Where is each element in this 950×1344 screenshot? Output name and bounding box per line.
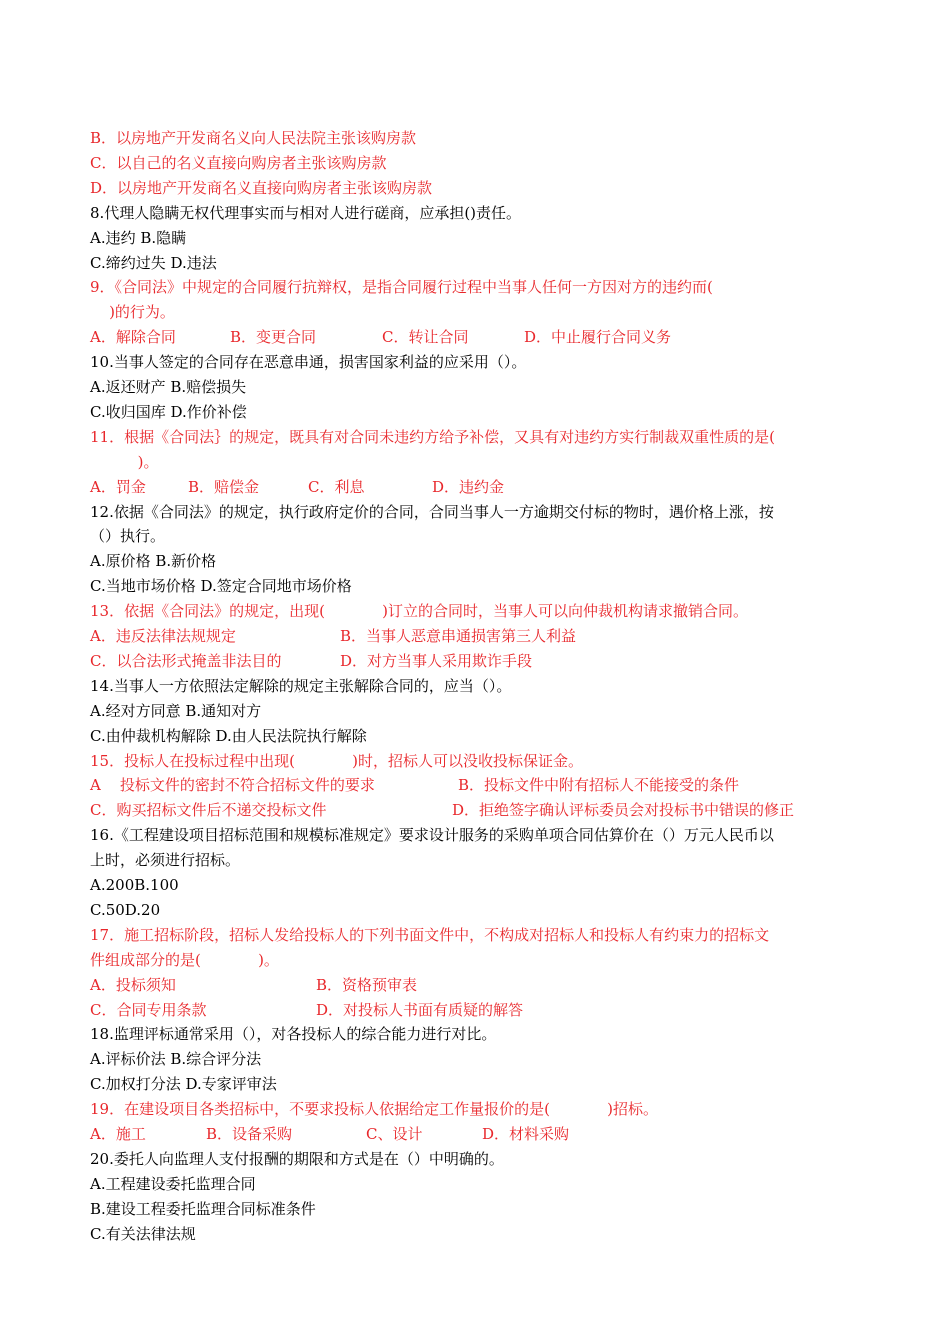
line-text: A.经对方同意 B.通知对方 bbox=[90, 701, 262, 720]
line-text: 17．施工招标阶段，招标人发给投标人的下列书面文件中，不构成对招标人和投标人有约束力的招标文 bbox=[90, 925, 770, 944]
text-line bbox=[90, 873, 870, 898]
text-line bbox=[90, 350, 870, 375]
option-text: C．利息 bbox=[308, 477, 365, 496]
option-text: C．合同专用条款 bbox=[90, 1000, 207, 1019]
line-text: C.由仲裁机构解除 D.由人民法院执行解除 bbox=[90, 726, 367, 745]
line-text: A.200B.100 bbox=[90, 876, 179, 894]
line-text: C.加权打分法 D.专家评审法 bbox=[90, 1075, 277, 1094]
text-line bbox=[90, 300, 870, 325]
text-line bbox=[90, 848, 870, 873]
line-text: 11．根据《合同法｝的规定，既具有对合同未违约方给予补偿，又具有对违约方实行制裁双重性质的是( bbox=[90, 427, 775, 446]
line-text: 13．依据《合同法》的规定，出现( )订立的合同时，当事人可以向仲裁机构请求撤销合同。 bbox=[90, 602, 749, 621]
text-line bbox=[90, 524, 870, 549]
option-text: B．赔偿金 bbox=[188, 477, 260, 496]
option-text: A．违反法律法规规定 bbox=[90, 627, 236, 645]
line-text: )的行为。 bbox=[90, 303, 175, 322]
option-text: B．当事人恶意串通损害第三人利益 bbox=[340, 627, 577, 645]
text-line bbox=[90, 475, 870, 500]
text-line bbox=[90, 450, 870, 475]
text-line bbox=[90, 400, 870, 425]
line-text: A.返还财产 B.赔偿损失 bbox=[90, 378, 247, 396]
text-line bbox=[90, 798, 870, 823]
text-line bbox=[90, 1122, 870, 1147]
text-line bbox=[90, 1097, 870, 1122]
line-text: 件组成部分的是( )。 bbox=[90, 950, 279, 969]
line-text: 16.《工程建设项目招标范围和规模标准规定》要求设计服务的采购单项合同估算价在（）万元人民币以 bbox=[90, 826, 774, 845]
text-line bbox=[90, 500, 870, 525]
line-text: （）执行。 bbox=[90, 527, 166, 546]
option-text: D．对投标人书面有质疑的解答 bbox=[316, 1000, 524, 1019]
line-text: B.建设工程委托监理合同标准条件 bbox=[90, 1199, 316, 1218]
option-text: A．解除合同 bbox=[90, 328, 176, 347]
text-line bbox=[90, 1147, 870, 1172]
option-text: A．施工 bbox=[90, 1125, 146, 1143]
line-text: A.评标价法 B.综合评分法 bbox=[90, 1050, 262, 1069]
option-text: A．罚金 bbox=[90, 477, 146, 496]
option-text: A 投标文件的密封不符合招标文件的要求 bbox=[90, 776, 375, 795]
text-line bbox=[90, 674, 870, 699]
line-text: B．以房地产开发商名义向人民法院主张该购房款 bbox=[90, 129, 417, 147]
text-line bbox=[90, 773, 870, 798]
line-text: C．以自己的名义直接向购房者主张该购房款 bbox=[90, 153, 387, 172]
line-text: 15．投标人在投标过程中出现( )时，招标人可以没收投标保证金。 bbox=[90, 751, 584, 770]
option-text: A．投标须知 bbox=[90, 975, 176, 994]
option-text: B．设备采购 bbox=[206, 1125, 293, 1143]
text-line bbox=[90, 1047, 870, 1072]
line-text: 上时，必须进行招标。 bbox=[90, 851, 241, 870]
line-text: 10.当事人签定的合同存在恶意串通，损害国家利益的应采用（）。 bbox=[90, 353, 527, 372]
line-text: 14.当事人一方依照法定解除的规定主张解除合同的，应当（）。 bbox=[90, 676, 512, 695]
line-text: 8.代理人隐瞒无权代理事实而与相对人进行磋商，应承担()责任。 bbox=[90, 203, 522, 222]
line-text: C.50D.20 bbox=[90, 900, 161, 919]
option-text: B．资格预审表 bbox=[316, 975, 418, 994]
line-text: 18.监理评标通常采用（），对各投标人的综合能力进行对比。 bbox=[90, 1025, 497, 1044]
option-text: B．投标文件中附有招标人不能接受的条件 bbox=[458, 776, 740, 795]
line-text: C.缔约过失 D.违法 bbox=[90, 253, 217, 272]
text-line bbox=[90, 325, 870, 350]
text-line bbox=[90, 823, 870, 848]
text-line bbox=[90, 275, 870, 300]
line-text: A.原价格 B.新价格 bbox=[90, 552, 217, 571]
text-line bbox=[90, 724, 870, 749]
text-line bbox=[90, 251, 870, 276]
text-line bbox=[90, 574, 870, 599]
line-text: A.违约 B.隐瞒 bbox=[90, 228, 187, 247]
option-text: D．拒绝签字确认评标委员会对投标书中错误的修正 bbox=[452, 801, 795, 820]
option-text: C．以合法形式掩盖非法目的 bbox=[90, 651, 282, 670]
line-text: 19．在建设项目各类招标中，不要求投标人依据给定工作量报价的是( )招标。 bbox=[90, 1100, 659, 1119]
line-text: 20.委托人向监理人支付报酬的期限和方式是在（）中明确的。 bbox=[90, 1149, 504, 1168]
text-line bbox=[90, 1197, 870, 1222]
line-text: C.有关法律法规 bbox=[90, 1224, 196, 1243]
line-text: C.收归国库 D.作价补偿 bbox=[90, 402, 247, 421]
option-text: D．中止履行合同义务 bbox=[524, 328, 672, 347]
option-text: D．对方当事人采用欺诈手段 bbox=[340, 651, 533, 670]
line-text: )。 bbox=[90, 452, 159, 471]
text-line bbox=[90, 898, 870, 923]
text-line bbox=[90, 549, 870, 574]
text-line bbox=[90, 126, 870, 151]
text-line bbox=[90, 624, 870, 649]
text-line bbox=[90, 176, 870, 201]
text-line bbox=[90, 923, 870, 948]
text-line bbox=[90, 375, 870, 400]
text-line bbox=[90, 226, 870, 251]
text-line bbox=[90, 1022, 870, 1047]
text-line bbox=[90, 201, 870, 226]
text-line bbox=[90, 948, 870, 973]
text-line bbox=[90, 998, 870, 1023]
line-text: D．以房地产开发商名义直接向购房者主张该购房款 bbox=[90, 178, 433, 197]
option-text: D．材料采购 bbox=[482, 1125, 570, 1143]
option-text: B．变更合同 bbox=[230, 328, 317, 347]
text-line bbox=[90, 749, 870, 774]
text-line bbox=[90, 1222, 870, 1247]
option-text: D．违约金 bbox=[432, 477, 505, 496]
text-line bbox=[90, 425, 870, 450]
text-line bbox=[90, 699, 870, 724]
text-line bbox=[90, 1072, 870, 1097]
option-text: C．购买招标文件后不递交投标文件 bbox=[90, 801, 327, 820]
line-text: A.工程建设委托监理合同 bbox=[90, 1174, 256, 1193]
text-line bbox=[90, 973, 870, 998]
text-line bbox=[90, 649, 870, 674]
line-text: 12.依据《合同法》的规定，执行政府定价的合同，合同当事人一方逾期交付标的物时，遇价格上涨，按 bbox=[90, 502, 774, 521]
text-line bbox=[90, 599, 870, 624]
line-text: 9．《合同法》中规定的合同履行抗辩权，是指合同履行过程中当事人任何一方因对方的违约而( bbox=[90, 278, 713, 297]
line-text: C.当地市场价格 D.签定合同地市场价格 bbox=[90, 577, 352, 596]
text-line bbox=[90, 1172, 870, 1197]
text-line bbox=[90, 151, 870, 176]
option-text: C、设计 bbox=[366, 1125, 423, 1143]
option-text: C．转让合同 bbox=[382, 328, 469, 347]
